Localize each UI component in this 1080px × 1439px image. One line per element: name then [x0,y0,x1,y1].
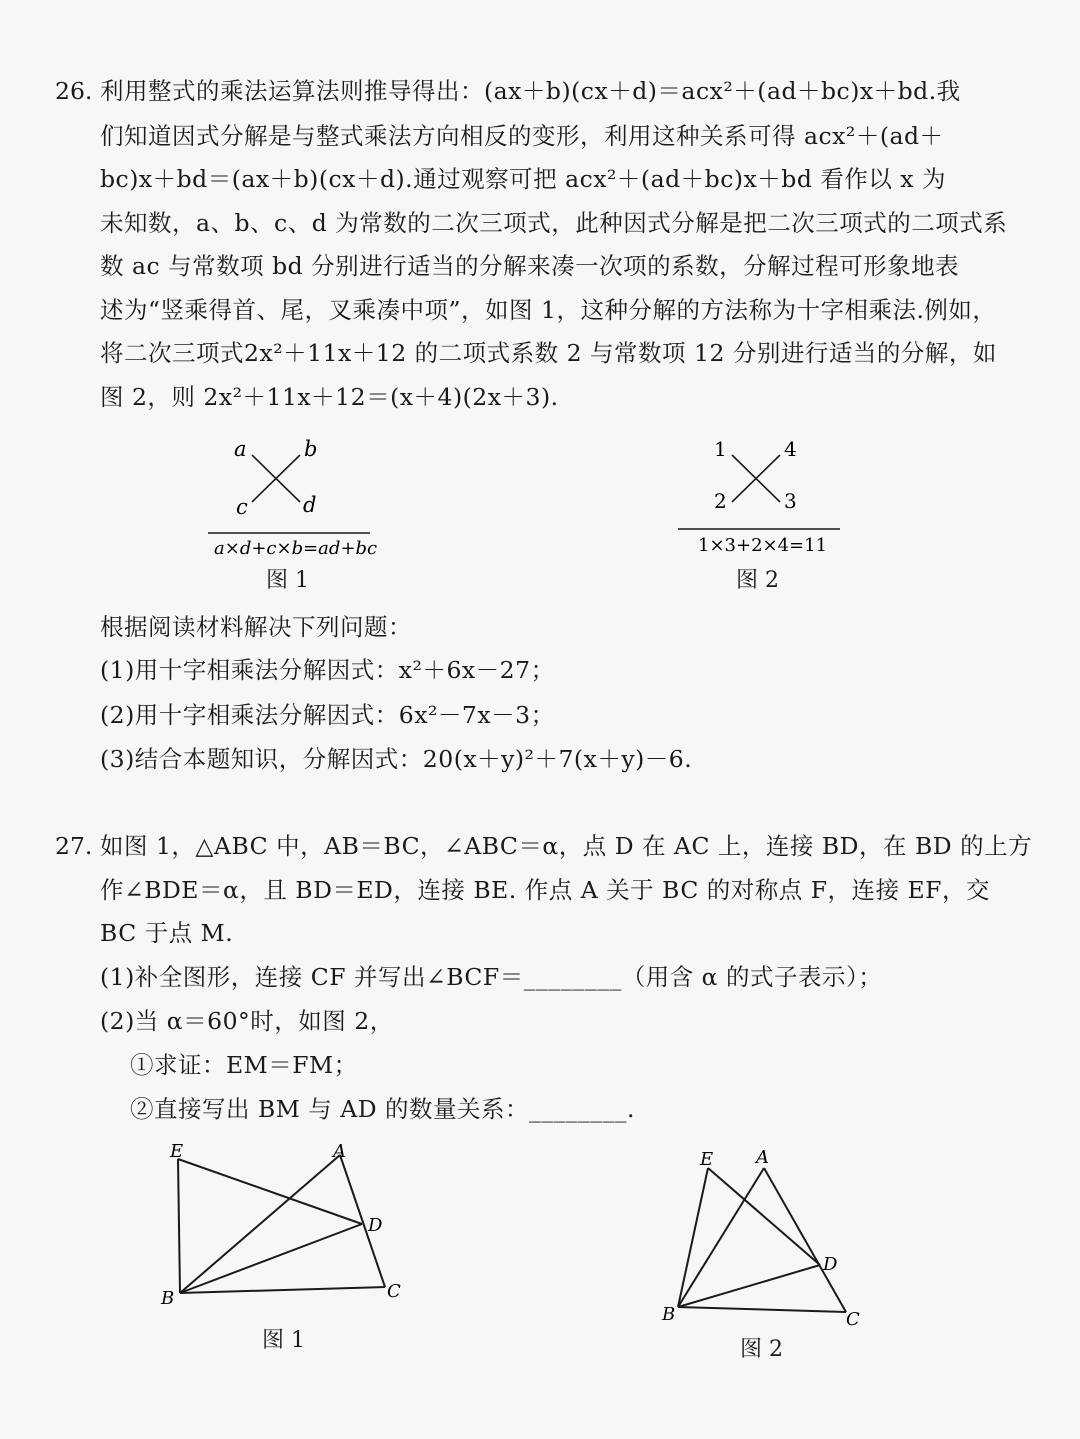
q26-line-2: 们知道因式分解是与整式乘法方向相反的变形，利用这种关系可得 acx²＋(ad＋ [100,122,944,150]
fig-a-label-B: B [161,1288,175,1309]
q27-part-2: (2)当 α＝60°时，如图 2， [100,1007,394,1035]
fig2-formula: 1×3+2×4=11 [698,535,828,556]
fig2-label-1: 1 [714,437,727,461]
cross-figure-1 [200,430,390,570]
q27-part-1: (1)补全图形，连接 CF 并写出∠BCF＝________（用含 α 的式子表示）； [100,963,883,991]
fig-a-label-E: E [170,1141,184,1162]
q26-intro: 根据阅读材料解决下列问题： [100,613,412,641]
q26-line-7: 将二次三项式2x²＋11x＋12 的二项式系数 2 与常数项 12 分别进行适当的分解，如 [100,339,997,367]
fig2-label-2: 2 [714,489,727,513]
cross-figure-2 [670,430,860,570]
q26-part-1: (1)用十字相乘法分解因式：x²＋6x－27； [100,656,555,684]
fig2-label-3: 3 [784,489,797,513]
geometry-figure-2 [650,1140,880,1330]
q26-line-8: 图 2，则 2x²＋11x＋12＝(x＋4)(2x＋3). [100,383,559,411]
q26-part-2: (2)用十字相乘法分解因式：6x²－7x－3； [100,701,555,729]
geometry-figure-1 [150,1130,430,1320]
geometry-fig2-caption: 图 2 [740,1337,783,1362]
fig-a-label-C: C [387,1281,401,1302]
fig-b-label-A: A [756,1147,769,1168]
q26-line-3: bc)x＋bd＝(ax＋b)(cx＋d).通过观察可把 acx²＋(ad＋bc)x＋bd 看作以 x 为 [100,165,947,193]
q26-line-1: 利用整式的乘法运算法则推导得出：(ax＋b)(cx＋d)＝acx²＋(ad＋bc)x＋bd.我 [100,77,961,105]
q27-part-2-sub-1: ①求证：EM＝FM； [130,1051,358,1079]
fig-b-label-E: E [700,1149,714,1170]
fig1-caption: 图 1 [266,568,309,593]
q26-line-5: 数 ac 与常数项 bd 分别进行适当的分解来凑一次项的系数，分解过程可形象地表 [100,252,960,280]
fig-a-label-A: A [333,1141,346,1162]
fig1-label-a: a [234,437,247,461]
q27-line-2: 作∠BDE＝α，且 BD＝ED，连接 BE. 作点 A 关于 BC 的对称点 F，连接 EF，交 [100,876,990,904]
q26-line-6: 述为“竖乘得首、尾，叉乘凑中项”，如图 1，这种分解的方法称为十字相乘法.例如， [100,296,997,324]
fig2-caption: 图 2 [736,568,779,593]
fig-b-label-C: C [846,1309,860,1330]
q26-line-4: 未知数，a、b、c、d 为常数的二次三项式，此种因式分解是把二次三项式的二项式系 [100,209,1008,237]
q27-line-1: 如图 1，△ABC 中，AB＝BC，∠ABC＝α，点 D 在 AC 上，连接 BD，在 BD 的上方 [100,832,1033,860]
q27-part-2-sub-2: ②直接写出 BM 与 AD 的数量关系：________. [130,1095,635,1123]
geometry-fig1-caption: 图 1 [262,1328,305,1353]
question-26-number: 26. [55,77,93,105]
fig-a-label-D: D [368,1215,383,1236]
fig-b-label-D: D [823,1254,838,1275]
fig1-formula: a×d+c×b=ad+bc [214,538,378,559]
fig2-label-4: 4 [784,437,797,461]
fig1-label-c: c [236,495,248,519]
q27-line-3: BC 于点 M. [100,919,234,947]
fig-b-label-B: B [662,1304,676,1325]
fig1-label-b: b [304,437,318,461]
fig1-label-d: d [303,493,317,517]
question-27-number: 27. [55,832,93,860]
q26-part-3: (3)结合本题知识，分解因式：20(x＋y)²＋7(x＋y)－6. [100,745,693,773]
